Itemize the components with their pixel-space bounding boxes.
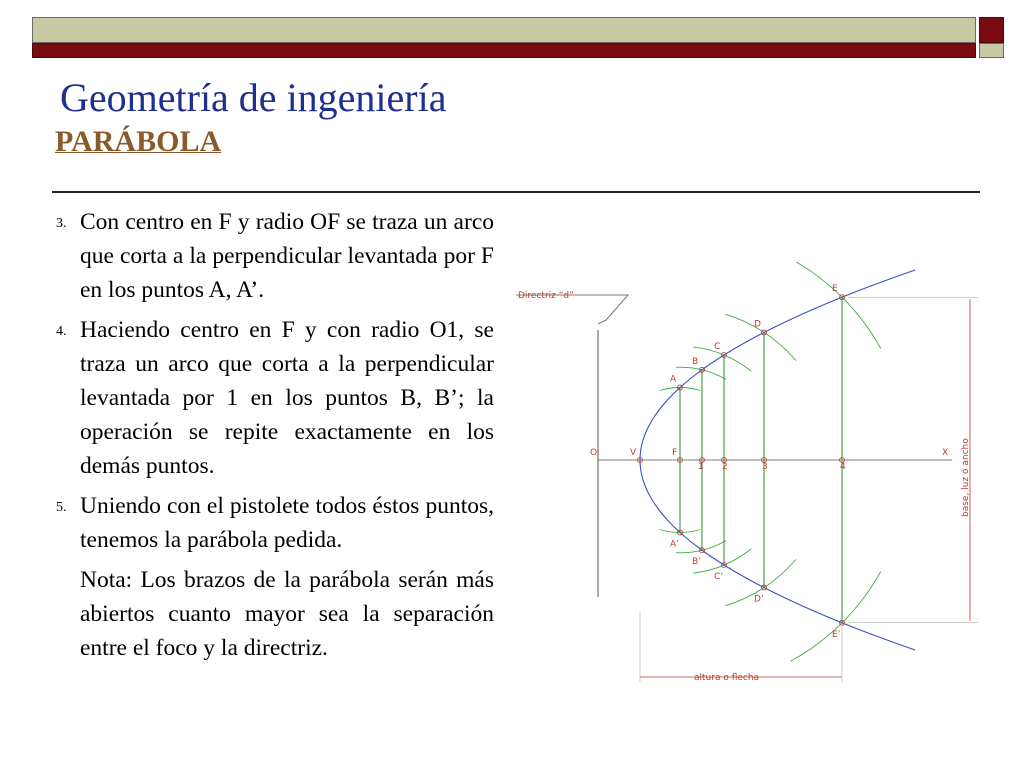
item-number: 5. <box>56 500 67 515</box>
axis-label: 4 <box>840 462 846 472</box>
item-text: Con centro en F y radio OF se traza un arco que corta a la perpendicular levantada por F en los puntos A, A’. <box>80 209 494 303</box>
axis-label: X <box>942 448 949 458</box>
point-label: B’ <box>692 557 702 568</box>
corner-square-dark <box>979 17 1004 43</box>
top-bar-light <box>32 17 976 43</box>
point-label: E <box>832 284 838 295</box>
list-item <box>56 205 494 307</box>
point-label: C’ <box>714 571 724 582</box>
point-label: D’ <box>754 594 764 605</box>
axis-label: V <box>630 448 637 458</box>
axis-label: F <box>672 448 678 458</box>
axis-label: 1 <box>698 462 704 472</box>
construction-arc <box>676 541 726 553</box>
note-text: Nota: Los brazos de la parábola serán más abiertos cuanto mayor sea la separación entre el foco y la directriz. <box>80 567 494 661</box>
item-text: Haciendo centro en F y con radio O1, se traza un arco que corta a la perpendicular levantada por 1 en los puntos B, B’; la operación se repite exactamente en los demás puntos. <box>80 317 494 479</box>
point-label: A’ <box>670 539 680 550</box>
item-text: Uniendo con el pistolete todos éstos puntos, tenemos la parábola pedida. <box>80 493 494 553</box>
point-label: D <box>754 319 761 330</box>
parabola-construction-diagram <box>512 262 1002 694</box>
height-label: altura o flecha <box>694 673 760 683</box>
item-number: 3. <box>56 216 67 231</box>
step-list <box>56 205 494 665</box>
axis-label: 3 <box>762 462 768 472</box>
title-divider <box>52 191 980 193</box>
point-label: C <box>714 342 721 353</box>
construction-arc <box>676 367 726 379</box>
top-bar-dark <box>32 43 976 58</box>
point-label: B <box>692 356 699 367</box>
axis-label: 2 <box>722 462 728 472</box>
list-item <box>56 313 494 483</box>
item-number: 4. <box>56 324 67 339</box>
point-label: E’ <box>832 629 841 640</box>
directrix-label: Directriz “d” <box>518 291 574 301</box>
axis-label: O <box>590 448 598 458</box>
construction-arc <box>791 572 881 662</box>
slide-title: Geometría de ingeniería <box>60 75 447 120</box>
construction-arc <box>791 262 881 348</box>
point-label: A <box>670 374 677 385</box>
base-label: base, luz ó ancho <box>961 438 971 517</box>
corner-square-light <box>979 43 1004 58</box>
slide-subtitle: PARÁBOLA <box>55 125 222 158</box>
list-item <box>56 489 494 557</box>
